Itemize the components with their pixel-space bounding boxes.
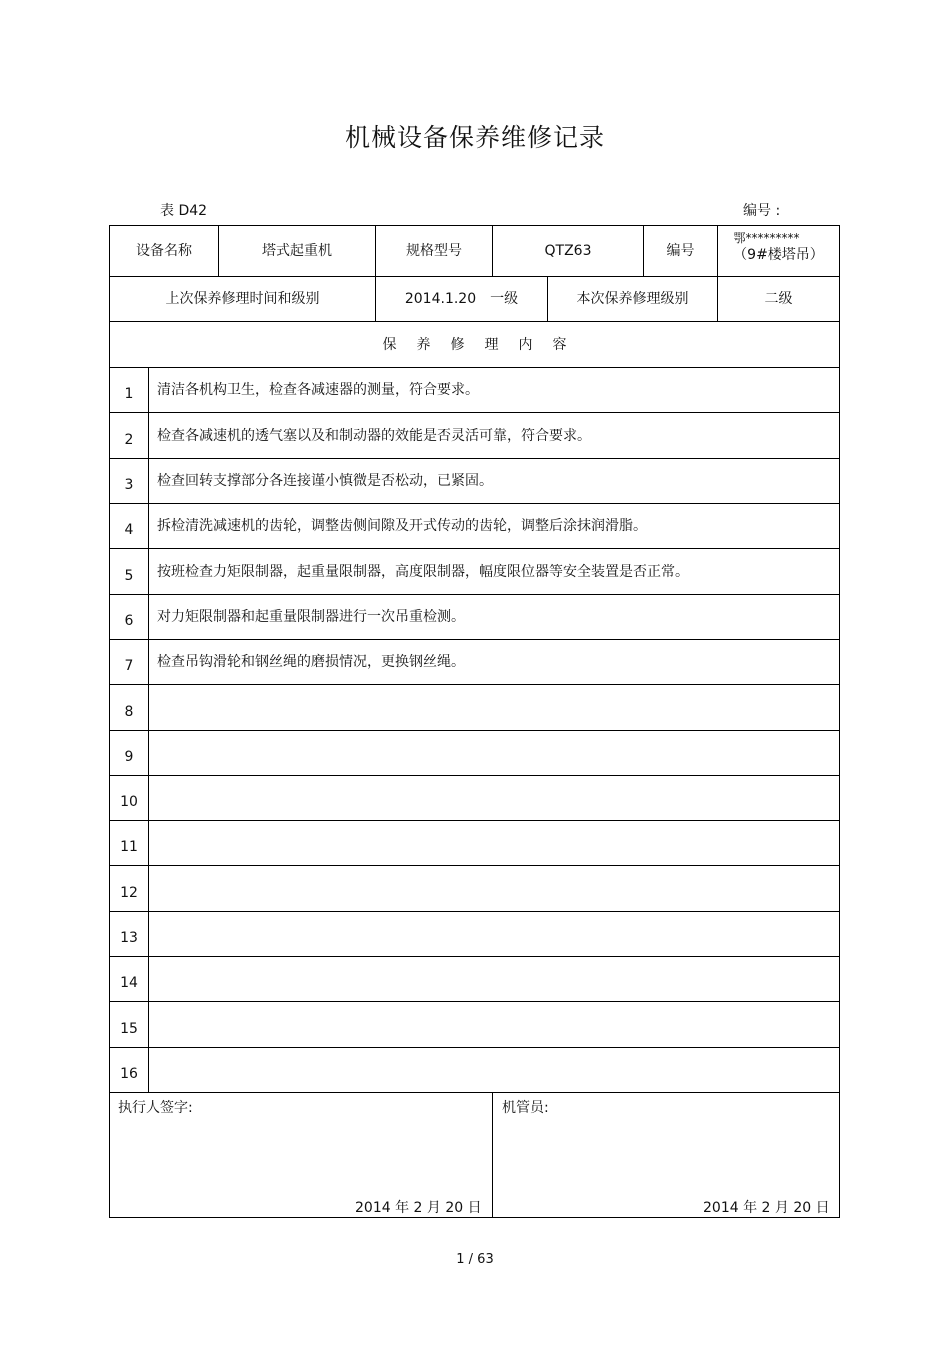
item-number: 2 xyxy=(124,431,134,448)
item-number: 11 xyxy=(120,839,138,855)
item-number: 1 xyxy=(124,386,134,402)
manager-label: 机管员: xyxy=(502,1100,549,1116)
item-text xyxy=(149,731,839,775)
item-number: 15 xyxy=(120,1020,138,1037)
current-level-value: 二级 xyxy=(764,291,793,307)
equipment-name-label: 设备名称 xyxy=(136,243,192,259)
number-value-line1: 鄂********* xyxy=(733,231,800,245)
code-label: 编号 : xyxy=(743,203,781,219)
item-number: 10 xyxy=(120,794,138,810)
item-text: 检查回转支撑部分各连接谨小慎微是否松动，已紧固。 xyxy=(157,473,493,489)
page-title: 机械设备保养维修记录 xyxy=(344,123,605,152)
form-number: 表 D42 xyxy=(160,203,208,219)
item-number: 13 xyxy=(120,930,138,946)
model-label: 规格型号 xyxy=(406,243,462,259)
item-text: 对力矩限制器和起重量限制器进行一次吊重检测。 xyxy=(157,609,465,625)
item-text xyxy=(149,1002,839,1047)
last-maintenance-value: 2014.1.20 一级 xyxy=(404,291,519,307)
item-number: 16 xyxy=(120,1066,138,1082)
item-text: 检查各减速机的透气塞以及和制动器的效能是否灵活可靠，符合要求。 xyxy=(157,427,591,444)
item-number: 6 xyxy=(124,613,134,629)
item-number: 7 xyxy=(124,658,134,674)
number-label: 编号 xyxy=(666,243,695,259)
item-text xyxy=(149,1048,839,1092)
item-number: 9 xyxy=(124,749,134,765)
model-value: QTZ63 xyxy=(544,243,592,259)
section-title: 保养修理内容 xyxy=(382,336,587,353)
executor-date: 2014 年 2 月 20 日 xyxy=(355,1200,482,1216)
item-number: 4 xyxy=(124,522,134,538)
item-text xyxy=(149,957,839,1001)
executor-signature-label: 执行人签字: xyxy=(118,1100,193,1116)
item-text: 拆检清洗减速机的齿轮，调整齿侧间隙及开式传动的齿轮，调整后涂抹润滑脂。 xyxy=(157,518,647,534)
page-number: 1 / 63 xyxy=(456,1252,494,1267)
item-text xyxy=(149,685,839,730)
manager-date: 2014 年 2 月 20 日 xyxy=(703,1200,830,1216)
item-text: 检查吊钩滑轮和钢丝绳的磨损情况，更换钢丝绳。 xyxy=(157,654,465,670)
item-number: 3 xyxy=(124,477,134,493)
current-level-label: 本次保养修理级别 xyxy=(576,291,689,307)
number-value-line2: （9#楼塔吊） xyxy=(733,247,824,263)
item-number: 14 xyxy=(120,975,138,991)
item-text xyxy=(149,821,839,865)
number-value xyxy=(718,226,839,276)
last-maintenance-label: 上次保养修理时间和级别 xyxy=(165,291,320,307)
item-text: 按班检查力矩限制器，起重量限制器，高度限制器，幅度限位器等安全装置是否正常。 xyxy=(157,563,689,580)
item-number: 8 xyxy=(124,703,134,720)
item-text xyxy=(149,866,839,911)
item-text xyxy=(149,912,839,956)
item-number: 12 xyxy=(120,884,138,901)
equipment-name-value: 塔式起重机 xyxy=(262,243,332,259)
item-number: 5 xyxy=(124,567,134,584)
item-text xyxy=(149,776,839,820)
item-text: 清洁各机构卫生，检查各减速器的测量，符合要求。 xyxy=(157,382,479,398)
